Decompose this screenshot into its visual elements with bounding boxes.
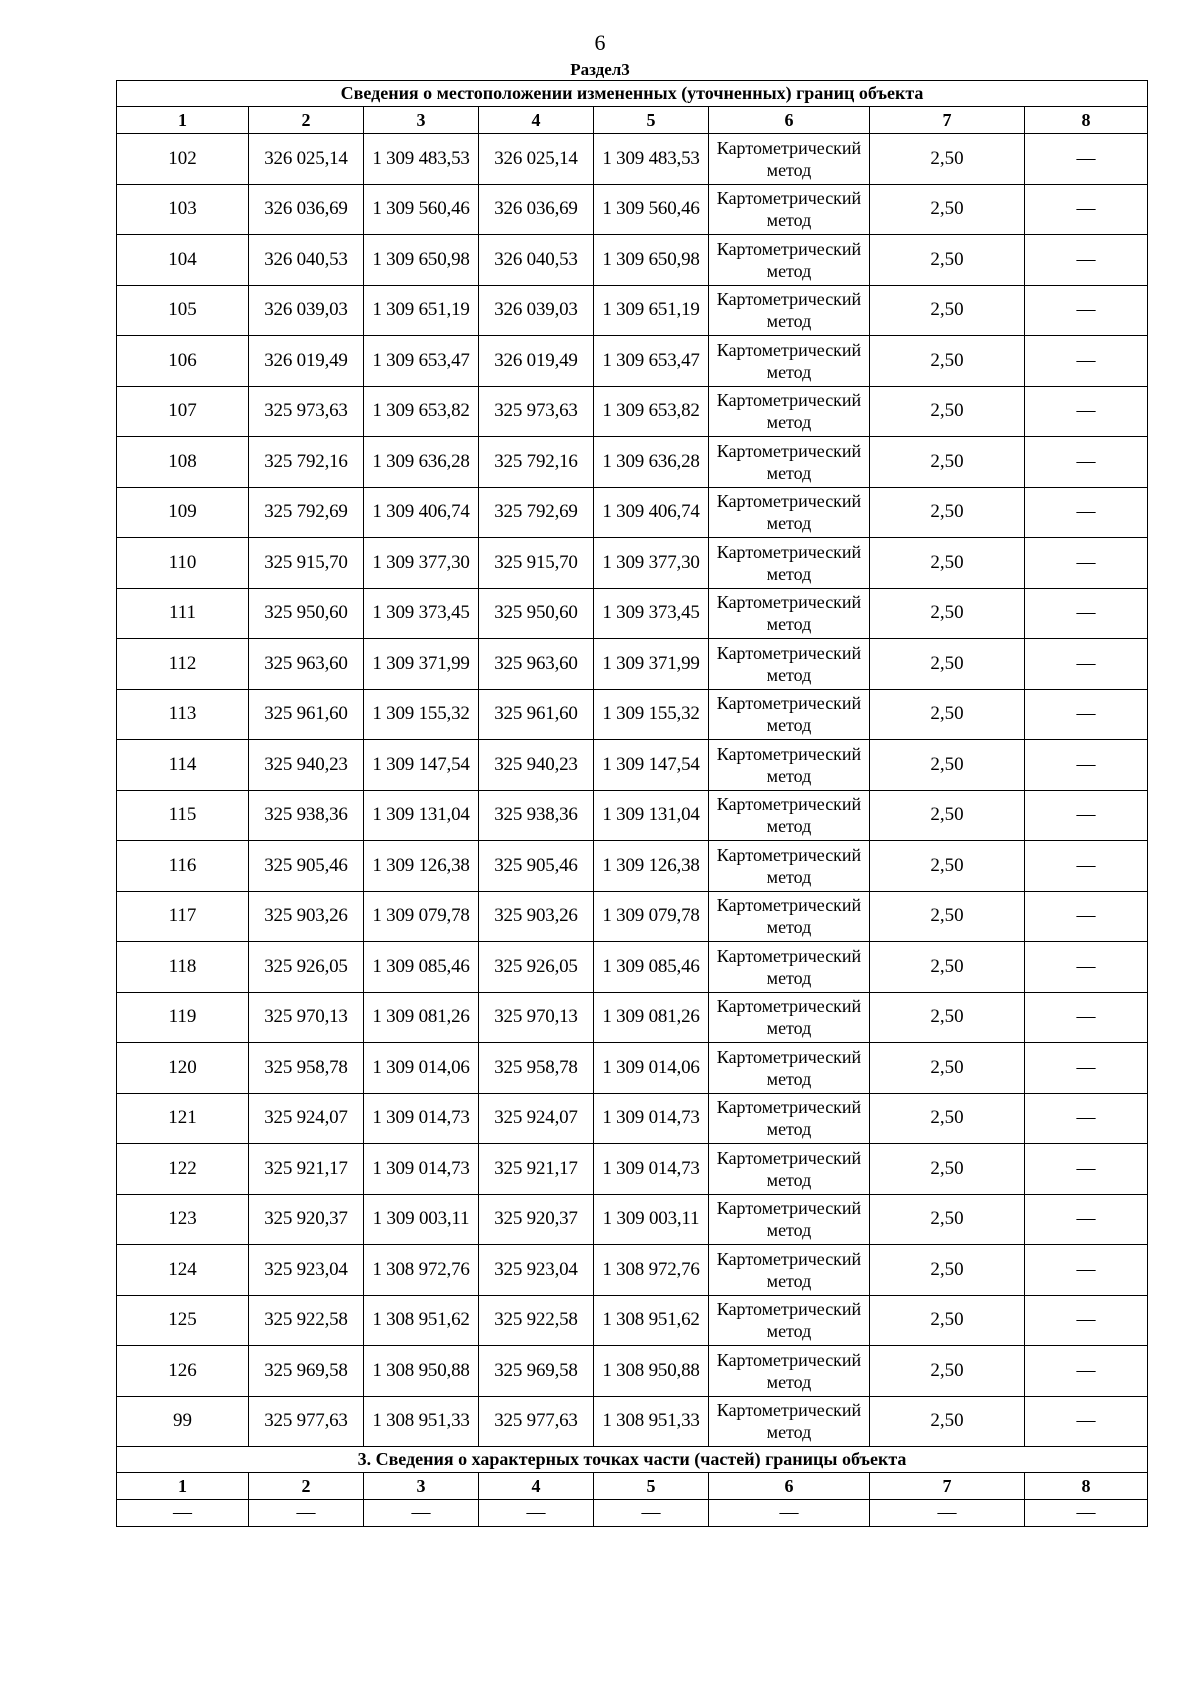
table-title: Сведения о местоположении измененных (уточненных) границ объекта xyxy=(117,81,1148,107)
table-row xyxy=(117,285,1148,336)
method-cell: Картометрический метод xyxy=(709,437,870,488)
accuracy-cell: 2,50 xyxy=(870,588,1025,639)
accuracy-cell: 2,50 xyxy=(870,285,1025,336)
point-number-cell: 124 xyxy=(117,1245,249,1296)
method-cell: Картометрический метод xyxy=(709,942,870,993)
x-new-cell: 326 040,53 xyxy=(479,235,594,286)
point-number-cell: 110 xyxy=(117,538,249,589)
method-cell: Картометрический метод xyxy=(709,790,870,841)
section3-column-header: 4 xyxy=(479,1473,594,1500)
point-number-cell: 111 xyxy=(117,588,249,639)
y-new-cell: 1 309 003,11 xyxy=(594,1194,709,1245)
note-cell: — xyxy=(1025,1144,1148,1195)
x-new-cell: 325 905,46 xyxy=(479,841,594,892)
x-new-cell: 326 039,03 xyxy=(479,285,594,336)
x-old-cell: 325 903,26 xyxy=(249,891,364,942)
x-old-cell: 326 019,49 xyxy=(249,336,364,387)
point-number-cell: 107 xyxy=(117,386,249,437)
note-cell: — xyxy=(1025,336,1148,387)
column-header: 4 xyxy=(479,107,594,134)
x-old-cell: 325 921,17 xyxy=(249,1144,364,1195)
note-cell: — xyxy=(1025,235,1148,286)
point-number-cell: 119 xyxy=(117,992,249,1043)
table-row xyxy=(117,790,1148,841)
x-new-cell: 325 977,63 xyxy=(479,1396,594,1447)
y-old-cell: 1 309 651,19 xyxy=(364,285,479,336)
accuracy-cell: 2,50 xyxy=(870,1043,1025,1094)
y-new-cell: 1 309 014,73 xyxy=(594,1144,709,1195)
y-new-cell: 1 309 079,78 xyxy=(594,891,709,942)
page-number: 6 xyxy=(594,30,606,55)
y-old-cell: 1 309 653,47 xyxy=(364,336,479,387)
method-cell: Картометрический метод xyxy=(709,992,870,1043)
accuracy-cell: 2,50 xyxy=(870,891,1025,942)
section3-cell: — xyxy=(709,1500,870,1527)
y-new-cell: 1 309 126,38 xyxy=(594,841,709,892)
note-cell: — xyxy=(1025,184,1148,235)
y-old-cell: 1 309 131,04 xyxy=(364,790,479,841)
x-new-cell: 325 973,63 xyxy=(479,386,594,437)
section3-column-header: 2 xyxy=(249,1473,364,1500)
y-new-cell: 1 309 651,19 xyxy=(594,285,709,336)
y-new-cell: 1 309 650,98 xyxy=(594,235,709,286)
note-cell: — xyxy=(1025,538,1148,589)
method-cell: Картометрический метод xyxy=(709,1396,870,1447)
section3-header-row xyxy=(117,1473,1148,1500)
section3-cell: — xyxy=(364,1500,479,1527)
x-old-cell: 325 958,78 xyxy=(249,1043,364,1094)
accuracy-cell: 2,50 xyxy=(870,487,1025,538)
accuracy-cell: 2,50 xyxy=(870,841,1025,892)
y-new-cell: 1 309 373,45 xyxy=(594,588,709,639)
section3-column-header: 7 xyxy=(870,1473,1025,1500)
x-new-cell: 326 036,69 xyxy=(479,184,594,235)
x-old-cell: 326 025,14 xyxy=(249,134,364,185)
table-row xyxy=(117,235,1148,286)
note-cell: — xyxy=(1025,1295,1148,1346)
y-old-cell: 1 309 014,06 xyxy=(364,1043,479,1094)
x-new-cell: 325 970,13 xyxy=(479,992,594,1043)
y-new-cell: 1 308 951,62 xyxy=(594,1295,709,1346)
table-row xyxy=(117,184,1148,235)
method-cell: Картометрический метод xyxy=(709,1043,870,1094)
note-cell: — xyxy=(1025,992,1148,1043)
y-new-cell: 1 308 972,76 xyxy=(594,1245,709,1296)
point-number-cell: 106 xyxy=(117,336,249,387)
y-new-cell: 1 309 560,46 xyxy=(594,184,709,235)
x-old-cell: 325 938,36 xyxy=(249,790,364,841)
section3-cell: — xyxy=(479,1500,594,1527)
method-cell: Картометрический метод xyxy=(709,740,870,791)
table-row xyxy=(117,1194,1148,1245)
table-row xyxy=(117,1144,1148,1195)
note-cell: — xyxy=(1025,790,1148,841)
point-number-cell: 103 xyxy=(117,184,249,235)
y-old-cell: 1 309 014,73 xyxy=(364,1144,479,1195)
x-new-cell: 325 950,60 xyxy=(479,588,594,639)
y-old-cell: 1 309 377,30 xyxy=(364,538,479,589)
accuracy-cell: 2,50 xyxy=(870,336,1025,387)
table-row xyxy=(117,942,1148,993)
x-new-cell: 325 792,16 xyxy=(479,437,594,488)
accuracy-cell: 2,50 xyxy=(870,790,1025,841)
x-old-cell: 326 036,69 xyxy=(249,184,364,235)
x-new-cell: 325 923,04 xyxy=(479,1245,594,1296)
x-new-cell: 326 025,14 xyxy=(479,134,594,185)
method-cell: Картометрический метод xyxy=(709,134,870,185)
x-new-cell: 325 963,60 xyxy=(479,639,594,690)
x-old-cell: 326 040,53 xyxy=(249,235,364,286)
y-new-cell: 1 309 131,04 xyxy=(594,790,709,841)
y-new-cell: 1 309 014,73 xyxy=(594,1093,709,1144)
table-body xyxy=(117,81,1148,1527)
column-header: 3 xyxy=(364,107,479,134)
accuracy-cell: 2,50 xyxy=(870,1194,1025,1245)
x-new-cell: 325 924,07 xyxy=(479,1093,594,1144)
x-new-cell: 326 019,49 xyxy=(479,336,594,387)
y-new-cell: 1 309 377,30 xyxy=(594,538,709,589)
accuracy-cell: 2,50 xyxy=(870,1295,1025,1346)
method-cell: Картометрический метод xyxy=(709,336,870,387)
y-old-cell: 1 309 560,46 xyxy=(364,184,479,235)
method-cell: Картометрический метод xyxy=(709,588,870,639)
note-cell: — xyxy=(1025,891,1148,942)
y-new-cell: 1 309 371,99 xyxy=(594,639,709,690)
point-number-cell: 113 xyxy=(117,689,249,740)
accuracy-cell: 2,50 xyxy=(870,689,1025,740)
method-cell: Картометрический метод xyxy=(709,285,870,336)
note-cell: — xyxy=(1025,689,1148,740)
accuracy-cell: 2,50 xyxy=(870,1396,1025,1447)
boundary-table xyxy=(116,80,1148,1527)
section3-title: 3. Сведения о характерных точках части (частей) границы объекта xyxy=(117,1447,1148,1473)
x-old-cell: 325 915,70 xyxy=(249,538,364,589)
x-new-cell: 325 938,36 xyxy=(479,790,594,841)
note-cell: — xyxy=(1025,841,1148,892)
y-new-cell: 1 309 147,54 xyxy=(594,740,709,791)
table-row xyxy=(117,639,1148,690)
table-row xyxy=(117,588,1148,639)
accuracy-cell: 2,50 xyxy=(870,386,1025,437)
table-row xyxy=(117,891,1148,942)
method-cell: Картометрический метод xyxy=(709,1194,870,1245)
method-cell: Картометрический метод xyxy=(709,1093,870,1144)
table-row xyxy=(117,1396,1148,1447)
table-row xyxy=(117,336,1148,387)
x-new-cell: 325 940,23 xyxy=(479,740,594,791)
note-cell: — xyxy=(1025,437,1148,488)
y-old-cell: 1 309 373,45 xyxy=(364,588,479,639)
method-cell: Картометрический метод xyxy=(709,1295,870,1346)
x-new-cell: 325 903,26 xyxy=(479,891,594,942)
point-number-cell: 120 xyxy=(117,1043,249,1094)
method-cell: Картометрический метод xyxy=(709,487,870,538)
method-cell: Картометрический метод xyxy=(709,841,870,892)
y-old-cell: 1 309 003,11 xyxy=(364,1194,479,1245)
x-old-cell: 325 792,69 xyxy=(249,487,364,538)
accuracy-cell: 2,50 xyxy=(870,942,1025,993)
note-cell: — xyxy=(1025,1396,1148,1447)
column-header: 8 xyxy=(1025,107,1148,134)
section3-column-header: 5 xyxy=(594,1473,709,1500)
table-row xyxy=(117,841,1148,892)
accuracy-cell: 2,50 xyxy=(870,184,1025,235)
y-old-cell: 1 309 371,99 xyxy=(364,639,479,690)
table-row xyxy=(117,1346,1148,1397)
y-old-cell: 1 309 126,38 xyxy=(364,841,479,892)
table-row xyxy=(117,437,1148,488)
point-number-cell: 122 xyxy=(117,1144,249,1195)
table-row xyxy=(117,1043,1148,1094)
x-old-cell: 325 940,23 xyxy=(249,740,364,791)
y-new-cell: 1 309 636,28 xyxy=(594,437,709,488)
section3-cell: — xyxy=(870,1500,1025,1527)
table-row xyxy=(117,740,1148,791)
x-old-cell: 326 039,03 xyxy=(249,285,364,336)
column-header: 2 xyxy=(249,107,364,134)
table-row xyxy=(117,689,1148,740)
x-old-cell: 325 977,63 xyxy=(249,1396,364,1447)
y-new-cell: 1 309 155,32 xyxy=(594,689,709,740)
note-cell: — xyxy=(1025,942,1148,993)
method-cell: Картометрический метод xyxy=(709,1144,870,1195)
table-row xyxy=(117,134,1148,185)
method-cell: Картометрический метод xyxy=(709,538,870,589)
section3-column-header: 6 xyxy=(709,1473,870,1500)
table-row xyxy=(117,386,1148,437)
point-number-cell: 115 xyxy=(117,790,249,841)
accuracy-cell: 2,50 xyxy=(870,1093,1025,1144)
y-old-cell: 1 309 085,46 xyxy=(364,942,479,993)
method-cell: Картометрический метод xyxy=(709,1346,870,1397)
y-new-cell: 1 309 014,06 xyxy=(594,1043,709,1094)
y-old-cell: 1 309 636,28 xyxy=(364,437,479,488)
point-number-cell: 121 xyxy=(117,1093,249,1144)
section3-cell: — xyxy=(117,1500,249,1527)
y-old-cell: 1 309 081,26 xyxy=(364,992,479,1043)
x-old-cell: 325 950,60 xyxy=(249,588,364,639)
note-cell: — xyxy=(1025,1043,1148,1094)
table-title-row xyxy=(117,81,1148,107)
section3-column-header: 1 xyxy=(117,1473,249,1500)
x-old-cell: 325 963,60 xyxy=(249,639,364,690)
accuracy-cell: 2,50 xyxy=(870,134,1025,185)
y-old-cell: 1 309 483,53 xyxy=(364,134,479,185)
point-number-cell: 112 xyxy=(117,639,249,690)
x-old-cell: 325 961,60 xyxy=(249,689,364,740)
y-new-cell: 1 309 653,47 xyxy=(594,336,709,387)
method-cell: Картометрический метод xyxy=(709,689,870,740)
note-cell: — xyxy=(1025,1194,1148,1245)
point-number-cell: 104 xyxy=(117,235,249,286)
x-old-cell: 325 922,58 xyxy=(249,1295,364,1346)
table-row xyxy=(117,538,1148,589)
y-old-cell: 1 309 650,98 xyxy=(364,235,479,286)
y-old-cell: 1 309 653,82 xyxy=(364,386,479,437)
x-new-cell: 325 958,78 xyxy=(479,1043,594,1094)
y-new-cell: 1 309 081,26 xyxy=(594,992,709,1043)
note-cell: — xyxy=(1025,1245,1148,1296)
accuracy-cell: 2,50 xyxy=(870,639,1025,690)
accuracy-cell: 2,50 xyxy=(870,740,1025,791)
note-cell: — xyxy=(1025,1346,1148,1397)
point-number-cell: 116 xyxy=(117,841,249,892)
accuracy-cell: 2,50 xyxy=(870,437,1025,488)
column-header-row xyxy=(117,107,1148,134)
accuracy-cell: 2,50 xyxy=(870,538,1025,589)
method-cell: Картометрический метод xyxy=(709,386,870,437)
point-number-cell: 105 xyxy=(117,285,249,336)
method-cell: Картометрический метод xyxy=(709,639,870,690)
x-new-cell: 325 792,69 xyxy=(479,487,594,538)
method-cell: Картометрический метод xyxy=(709,891,870,942)
x-new-cell: 325 969,58 xyxy=(479,1346,594,1397)
section-label: Раздел3 xyxy=(570,60,630,79)
x-old-cell: 325 924,07 xyxy=(249,1093,364,1144)
x-new-cell: 325 921,17 xyxy=(479,1144,594,1195)
section3-cell: — xyxy=(1025,1500,1148,1527)
x-new-cell: 325 920,37 xyxy=(479,1194,594,1245)
y-new-cell: 1 309 406,74 xyxy=(594,487,709,538)
note-cell: — xyxy=(1025,1093,1148,1144)
note-cell: — xyxy=(1025,740,1148,791)
section3-column-header: 3 xyxy=(364,1473,479,1500)
table-row xyxy=(117,487,1148,538)
x-old-cell: 325 923,04 xyxy=(249,1245,364,1296)
method-cell: Картометрический метод xyxy=(709,1245,870,1296)
y-new-cell: 1 309 483,53 xyxy=(594,134,709,185)
y-new-cell: 1 309 653,82 xyxy=(594,386,709,437)
x-new-cell: 325 922,58 xyxy=(479,1295,594,1346)
table-row xyxy=(117,992,1148,1043)
point-number-cell: 109 xyxy=(117,487,249,538)
x-old-cell: 325 969,58 xyxy=(249,1346,364,1397)
point-number-cell: 125 xyxy=(117,1295,249,1346)
y-old-cell: 1 308 951,33 xyxy=(364,1396,479,1447)
y-old-cell: 1 309 406,74 xyxy=(364,487,479,538)
note-cell: — xyxy=(1025,134,1148,185)
y-old-cell: 1 309 014,73 xyxy=(364,1093,479,1144)
x-old-cell: 325 973,63 xyxy=(249,386,364,437)
point-number-cell: 123 xyxy=(117,1194,249,1245)
section3-cell: — xyxy=(249,1500,364,1527)
accuracy-cell: 2,50 xyxy=(870,1346,1025,1397)
column-header: 5 xyxy=(594,107,709,134)
table-row xyxy=(117,1093,1148,1144)
point-number-cell: 118 xyxy=(117,942,249,993)
point-number-cell: 99 xyxy=(117,1396,249,1447)
x-old-cell: 325 920,37 xyxy=(249,1194,364,1245)
note-cell: — xyxy=(1025,588,1148,639)
x-old-cell: 325 926,05 xyxy=(249,942,364,993)
y-old-cell: 1 309 147,54 xyxy=(364,740,479,791)
x-new-cell: 325 926,05 xyxy=(479,942,594,993)
accuracy-cell: 2,50 xyxy=(870,235,1025,286)
y-old-cell: 1 309 079,78 xyxy=(364,891,479,942)
column-header: 1 xyxy=(117,107,249,134)
point-number-cell: 117 xyxy=(117,891,249,942)
x-new-cell: 325 961,60 xyxy=(479,689,594,740)
section3-empty-row xyxy=(117,1500,1148,1527)
table-row xyxy=(117,1295,1148,1346)
note-cell: — xyxy=(1025,386,1148,437)
x-old-cell: 325 792,16 xyxy=(249,437,364,488)
section3-cell: — xyxy=(594,1500,709,1527)
point-number-cell: 102 xyxy=(117,134,249,185)
note-cell: — xyxy=(1025,639,1148,690)
y-old-cell: 1 309 155,32 xyxy=(364,689,479,740)
column-header: 7 xyxy=(870,107,1025,134)
section3-column-header: 8 xyxy=(1025,1473,1148,1500)
point-number-cell: 108 xyxy=(117,437,249,488)
x-new-cell: 325 915,70 xyxy=(479,538,594,589)
point-number-cell: 126 xyxy=(117,1346,249,1397)
method-cell: Картометрический метод xyxy=(709,235,870,286)
accuracy-cell: 2,50 xyxy=(870,992,1025,1043)
table-row xyxy=(117,1245,1148,1296)
accuracy-cell: 2,50 xyxy=(870,1144,1025,1195)
x-old-cell: 325 905,46 xyxy=(249,841,364,892)
column-header: 6 xyxy=(709,107,870,134)
y-new-cell: 1 309 085,46 xyxy=(594,942,709,993)
y-new-cell: 1 308 951,33 xyxy=(594,1396,709,1447)
y-old-cell: 1 308 972,76 xyxy=(364,1245,479,1296)
note-cell: — xyxy=(1025,285,1148,336)
y-new-cell: 1 308 950,88 xyxy=(594,1346,709,1397)
point-number-cell: 114 xyxy=(117,740,249,791)
y-old-cell: 1 308 951,62 xyxy=(364,1295,479,1346)
note-cell: — xyxy=(1025,487,1148,538)
y-old-cell: 1 308 950,88 xyxy=(364,1346,479,1397)
x-old-cell: 325 970,13 xyxy=(249,992,364,1043)
accuracy-cell: 2,50 xyxy=(870,1245,1025,1296)
section3-title-row xyxy=(117,1447,1148,1473)
method-cell: Картометрический метод xyxy=(709,184,870,235)
